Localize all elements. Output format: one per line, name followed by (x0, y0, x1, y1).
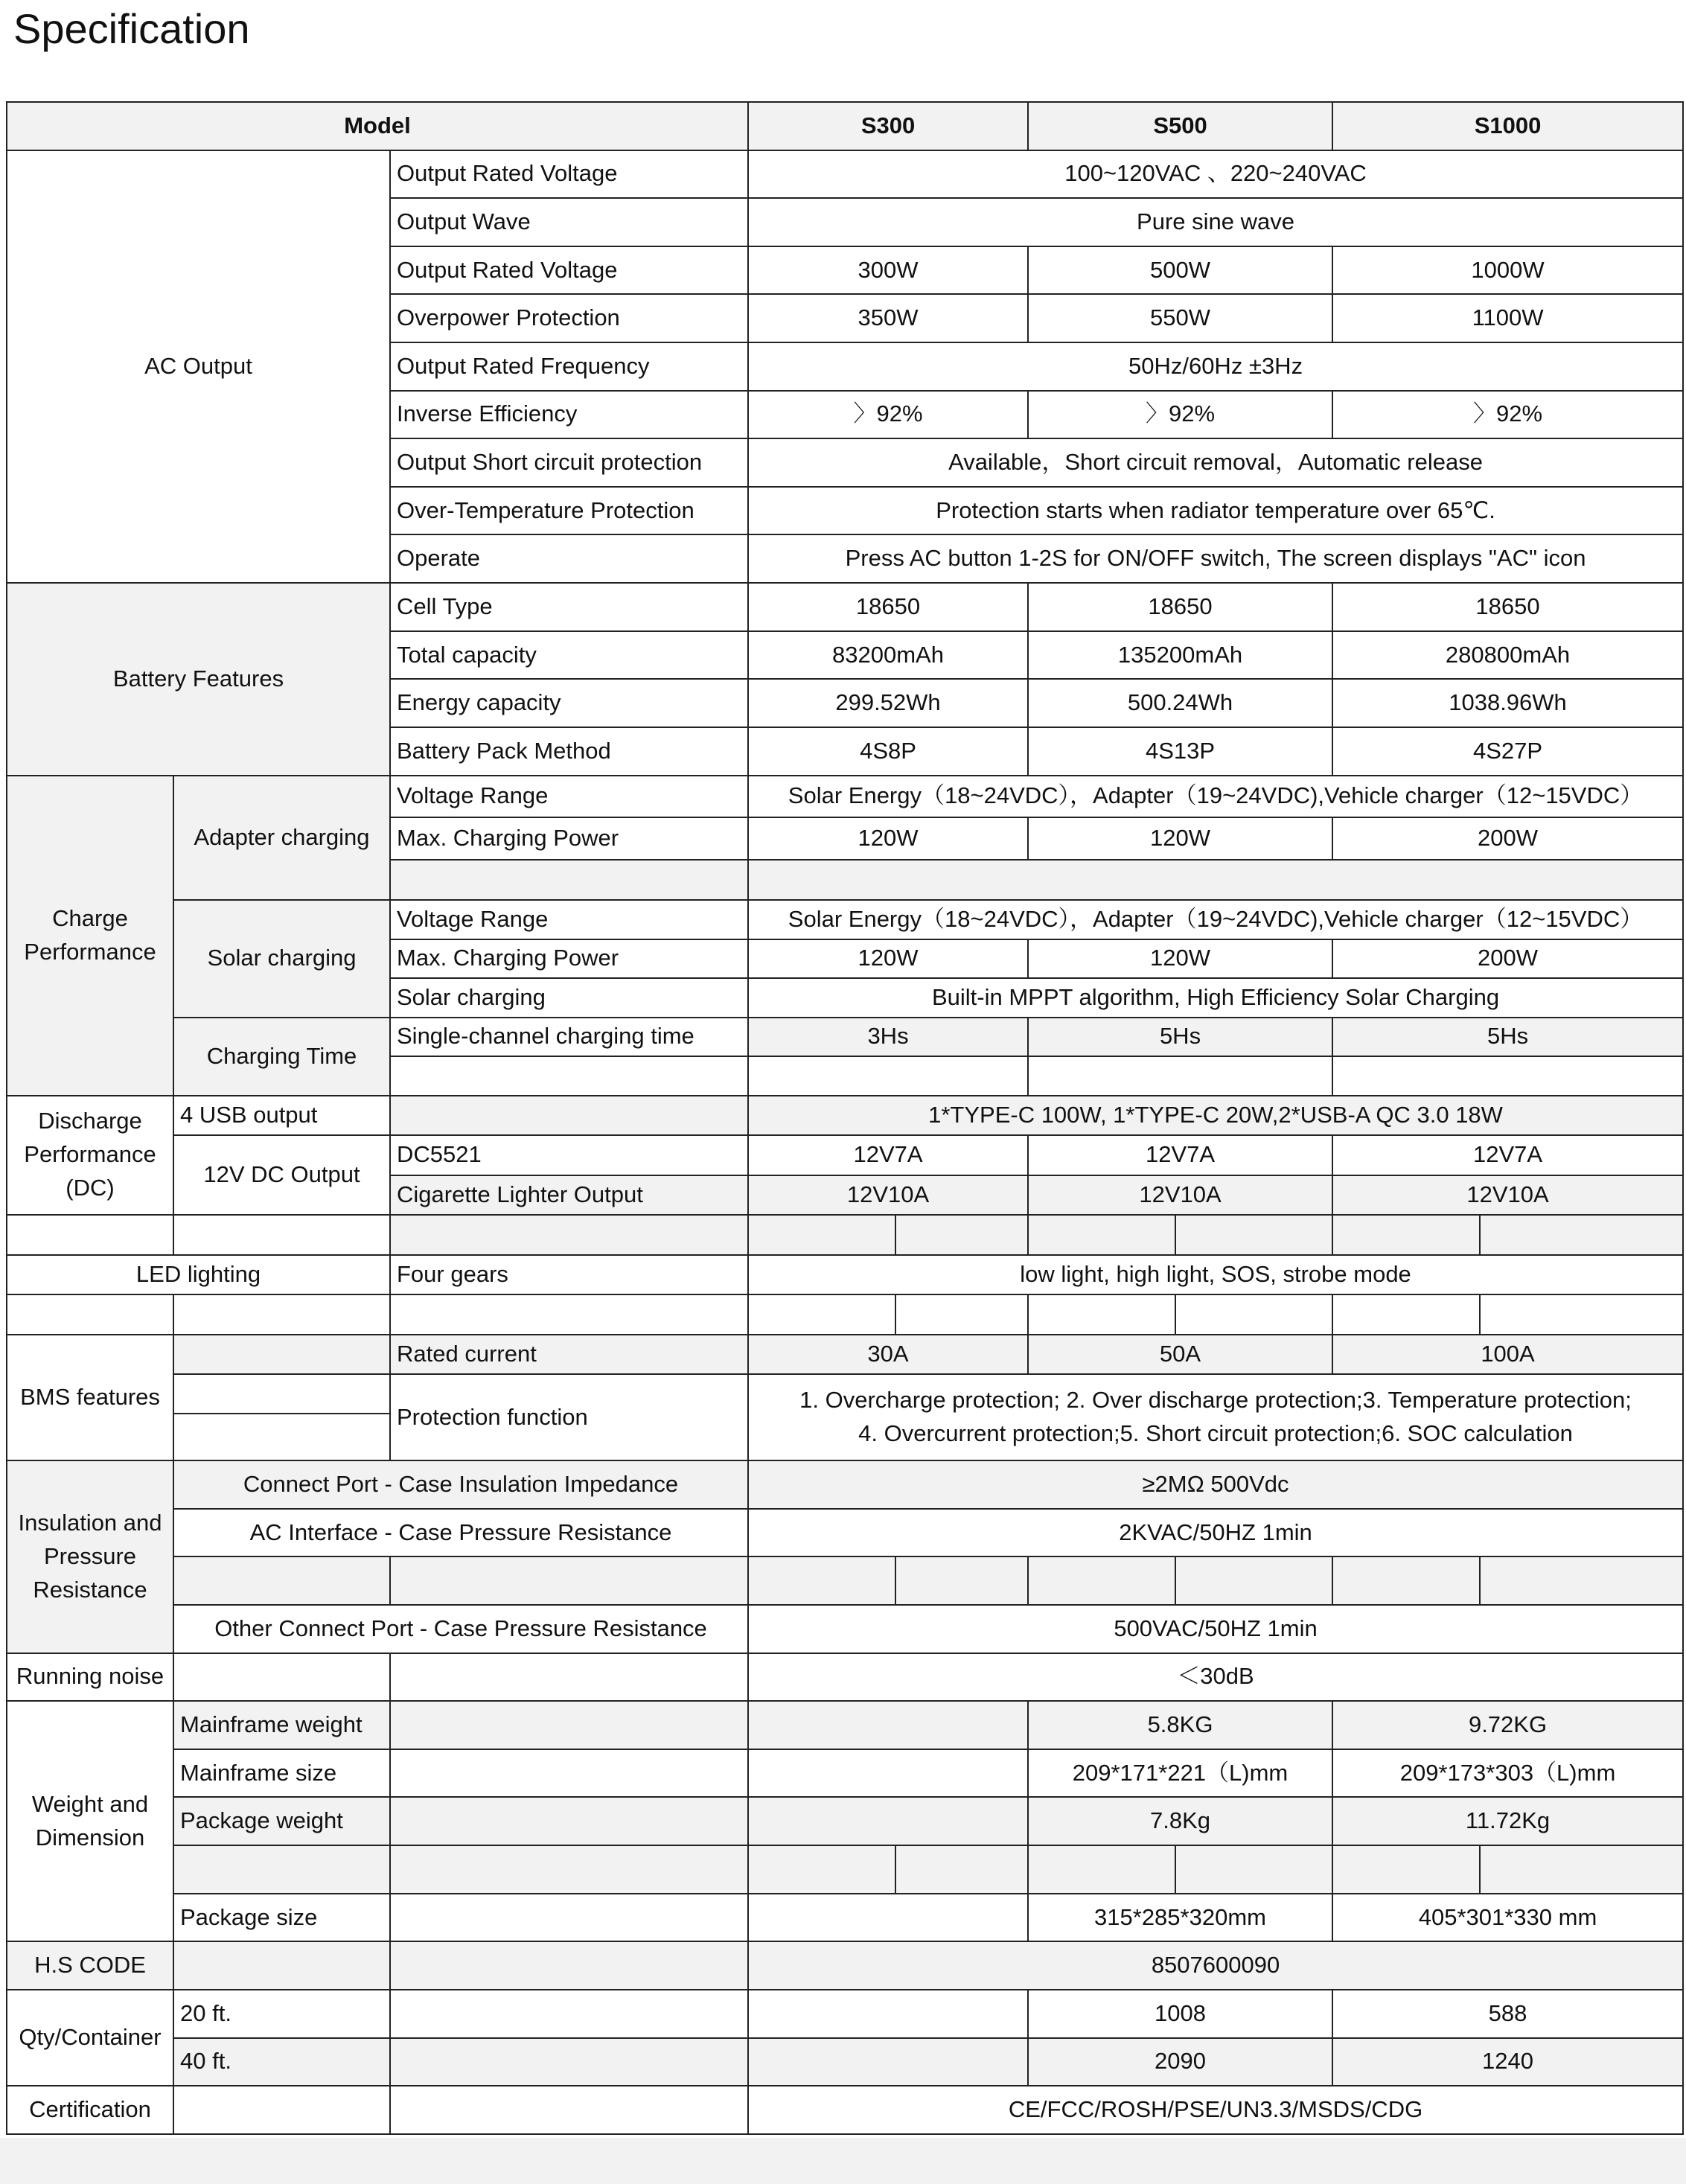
row-label: Voltage Range (390, 776, 748, 818)
table-row (7, 1941, 1683, 1990)
row-label: Output Short circuit protection (390, 438, 748, 487)
footer-band (0, 2138, 1686, 2184)
empty-cell (390, 1894, 748, 1942)
empty-cell (390, 1556, 748, 1605)
value-cell: 18650 (1028, 583, 1332, 631)
group-hs-code: H.S CODE (7, 1941, 173, 1990)
table-row (7, 150, 1683, 199)
row-label: Rated current (390, 1335, 748, 1375)
row-label: DC5521 (390, 1135, 748, 1175)
empty-cell (173, 1335, 390, 1375)
value-cell: 209*173*303（L)mm (1332, 1749, 1683, 1798)
empty-cell (748, 1056, 1028, 1096)
row-label: Mainframe weight (173, 1701, 390, 1749)
table-row (7, 1018, 1683, 1057)
value-cell: 405*301*330 mm (1332, 1894, 1683, 1942)
empty-cell (390, 1215, 748, 1255)
empty-cell (390, 2038, 748, 2086)
empty-cell (748, 2038, 1028, 2086)
empty-cell (390, 2086, 748, 2134)
row-label: Battery Pack Method (390, 727, 748, 776)
row-label: Other Connect Port - Case Pressure Resistance (173, 1605, 748, 1653)
row-label: Mainframe size (173, 1749, 390, 1798)
empty-cell (1028, 1294, 1175, 1335)
value-cell: 4S8P (748, 727, 1028, 776)
empty-cell (173, 2086, 390, 2134)
value-cell: 100A (1332, 1335, 1683, 1375)
row-label: Cell Type (390, 583, 748, 631)
empty-cell (1480, 1845, 1683, 1894)
table-row (7, 1096, 1683, 1136)
table-row (7, 1135, 1683, 1175)
value-cell: 12V7A (1332, 1135, 1683, 1175)
row-label: Four gears (390, 1255, 748, 1295)
empty-cell (1332, 1845, 1480, 1894)
row-label: Solar charging (390, 978, 748, 1018)
value-cell: 12V10A (1028, 1175, 1332, 1216)
value-cell: Protection starts when radiator temperature over 65℃. (748, 487, 1683, 535)
empty-cell (1175, 1845, 1332, 1894)
model-header: Model (7, 102, 748, 150)
value-cell: 299.52Wh (748, 679, 1028, 727)
empty-cell (748, 1749, 1028, 1798)
empty-cell (1175, 1215, 1332, 1255)
value-cell: 12V7A (748, 1135, 1028, 1175)
empty-cell (895, 1556, 1028, 1605)
value-cell: CE/FCC/ROSH/PSE/UN3.3/MSDS/CDG (748, 2086, 1683, 2134)
value-cell: 209*171*221（L)mm (1028, 1749, 1332, 1798)
row-label: Output Rated Voltage (390, 246, 748, 295)
protection-function-cell (748, 1374, 1683, 1460)
table-row (7, 1894, 1683, 1942)
value-cell: 120W (1028, 817, 1332, 860)
value-cell: 30A (748, 1335, 1028, 1375)
group-ac-output: AC Output (7, 150, 390, 583)
value-cell: 4S13P (1028, 727, 1332, 776)
row-label: Inverse Efficiency (390, 391, 748, 439)
value-cell: 550W (1028, 294, 1332, 342)
subgroup-solar-charging: Solar charging (173, 900, 390, 1018)
group-charge-performance: Charge Performance (7, 776, 173, 1096)
table-row (7, 583, 1683, 631)
empty-cell (748, 1294, 895, 1335)
row-label: 20 ft. (173, 1990, 390, 2038)
value-cell: 12V10A (1332, 1175, 1683, 1216)
value-cell: 50Hz/60Hz ±3Hz (748, 342, 1683, 391)
empty-cell (895, 1845, 1028, 1894)
value-cell: 7.8Kg (1028, 1797, 1332, 1845)
group-insulation-pressure: Insulation and Pressure Resistance (7, 1460, 173, 1653)
value-cell: 2KVAC/50HZ 1min (748, 1509, 1683, 1557)
group-discharge-performance: Discharge Performance (DC) (7, 1096, 173, 1216)
empty-cell (748, 860, 1683, 901)
group-battery-features: Battery Features (7, 583, 390, 775)
table-row (7, 1294, 1683, 1335)
group-running-noise: Running noise (7, 1653, 173, 1702)
empty-cell (1175, 1556, 1332, 1605)
value-cell: 〉92% (1028, 391, 1332, 439)
empty-cell (1332, 1294, 1480, 1335)
value-cell: 120W (748, 817, 1028, 860)
row-label: Single-channel charging time (390, 1018, 748, 1057)
value-cell: 350W (748, 294, 1028, 342)
row-label: Max. Charging Power (390, 939, 748, 979)
value-cell: 1000W (1332, 246, 1683, 295)
empty-cell (390, 1701, 748, 1749)
empty-cell (1332, 1215, 1480, 1255)
empty-cell (1332, 1556, 1480, 1605)
group-certification: Certification (7, 2086, 173, 2134)
empty-cell (173, 1556, 390, 1605)
table-row (7, 1374, 1683, 1414)
spec-table (6, 101, 1684, 2135)
value-cell: 1008 (1028, 1990, 1332, 2038)
row-label: AC Interface - Case Pressure Resistance (173, 1509, 748, 1557)
model-s1000: S1000 (1332, 102, 1683, 150)
table-row (7, 1653, 1683, 1702)
empty-cell (748, 1845, 895, 1894)
value-cell: 120W (1028, 939, 1332, 979)
value-cell: 18650 (748, 583, 1028, 631)
table-row (7, 2086, 1683, 2134)
group-bms-features: BMS features (7, 1335, 173, 1461)
empty-cell (1332, 1056, 1683, 1096)
table-row (7, 2038, 1683, 2086)
empty-cell (895, 1294, 1028, 1335)
row-label: Operate (390, 534, 748, 583)
empty-cell (390, 860, 748, 901)
value-cell: ≥2MΩ 500Vdc (748, 1460, 1683, 1509)
table-row (7, 1509, 1683, 1557)
empty-cell (1028, 1845, 1175, 1894)
row-label: Protection function (390, 1374, 748, 1460)
empty-cell (7, 1294, 173, 1335)
value-cell: 5.8KG (1028, 1701, 1332, 1749)
empty-cell (7, 1215, 173, 1255)
value-cell: 4S27P (1332, 727, 1683, 776)
row-label: Energy capacity (390, 679, 748, 727)
empty-cell (748, 1894, 1028, 1942)
model-s500: S500 (1028, 102, 1332, 150)
empty-cell (1480, 1294, 1683, 1335)
row-label: Max. Charging Power (390, 817, 748, 860)
empty-cell (390, 1941, 748, 1990)
value-cell: 200W (1332, 939, 1683, 979)
value-cell: Pure sine wave (748, 198, 1683, 246)
value-cell: 11.72Kg (1332, 1797, 1683, 1845)
value-cell: 200W (1332, 817, 1683, 860)
row-label: Output Wave (390, 198, 748, 246)
empty-cell (390, 1749, 748, 1798)
table-row (7, 1845, 1683, 1894)
row-label: Output Rated Voltage (390, 150, 748, 199)
table-row (7, 1556, 1683, 1605)
value-cell: 8507600090 (748, 1941, 1683, 1990)
row-label: Cigarette Lighter Output (390, 1175, 748, 1216)
table-row (7, 776, 1683, 818)
row-label: Voltage Range (390, 900, 748, 939)
empty-cell (390, 1294, 748, 1335)
row-label: Package weight (173, 1797, 390, 1845)
value-cell: 588 (1332, 1990, 1683, 2038)
empty-cell (748, 1701, 1028, 1749)
group-led-lighting: LED lighting (7, 1255, 390, 1295)
group-qty-container: Qty/Container (7, 1990, 173, 2086)
empty-cell (1480, 1556, 1683, 1605)
empty-cell (173, 1414, 390, 1461)
value-cell: 1038.96Wh (1332, 679, 1683, 727)
header-row (7, 102, 1683, 150)
subgroup-dc-output: 12V DC Output (173, 1135, 390, 1215)
row-label: Over-Temperature Protection (390, 487, 748, 535)
value-cell: 120W (748, 939, 1028, 979)
row-label: Total capacity (390, 631, 748, 680)
value-cell: Built-in MPPT algorithm, High Efficiency Solar Charging (748, 978, 1683, 1018)
value-cell: 500.24Wh (1028, 679, 1332, 727)
table-row (7, 1990, 1683, 2038)
value-cell: 3Hs (748, 1018, 1028, 1057)
value-cell: 12V10A (748, 1175, 1028, 1216)
empty-cell (1028, 1056, 1332, 1096)
value-cell: Available，Short circuit removal，Automatic release (748, 438, 1683, 487)
protection-line-2: 4. Overcurrent protection;5. Short circuit protection;6. SOC calculation (858, 1420, 1573, 1447)
empty-cell (173, 1374, 390, 1414)
table-row (7, 1335, 1683, 1375)
value-cell: 5Hs (1332, 1018, 1683, 1057)
value-cell: 9.72KG (1332, 1701, 1683, 1749)
value-cell: 12V7A (1028, 1135, 1332, 1175)
table-row (7, 1255, 1683, 1295)
row-label: 40 ft. (173, 2038, 390, 2086)
empty-cell (173, 1845, 390, 1894)
value-cell: 300W (748, 246, 1028, 295)
value-cell: 1100W (1332, 294, 1683, 342)
subgroup-adapter-charging: Adapter charging (173, 776, 390, 901)
empty-cell (390, 1990, 748, 2038)
empty-cell (895, 1215, 1028, 1255)
row-label: Overpower Protection (390, 294, 748, 342)
value-cell: low light, high light, SOS, strobe mode (748, 1255, 1683, 1295)
group-weight-dimension: Weight and Dimension (7, 1701, 173, 1941)
subgroup-charging-time: Charging Time (173, 1018, 390, 1096)
value-cell: 135200mAh (1028, 631, 1332, 680)
empty-cell (748, 1556, 895, 1605)
empty-cell (1480, 1215, 1683, 1255)
empty-cell (173, 1294, 390, 1335)
empty-cell (748, 1990, 1028, 2038)
protection-line-1: 1. Overcharge protection; 2. Over discharge protection;3. Temperature protection; (799, 1387, 1632, 1414)
table-row (7, 1460, 1683, 1509)
value-cell: 83200mAh (748, 631, 1028, 680)
empty-cell (390, 1096, 748, 1136)
row-label: Output Rated Frequency (390, 342, 748, 391)
table-row (7, 1605, 1683, 1653)
subgroup-usb-output: 4 USB output (173, 1096, 390, 1136)
value-cell: 1*TYPE-C 100W, 1*TYPE-C 20W,2*USB-A QC 3.0 18W (748, 1096, 1683, 1136)
model-s300: S300 (748, 102, 1028, 150)
value-cell: 500VAC/50HZ 1min (748, 1605, 1683, 1653)
row-label: Connect Port - Case Insulation Impedance (173, 1460, 748, 1509)
table-row (7, 900, 1683, 939)
table-row (7, 1797, 1683, 1845)
table-row (7, 1701, 1683, 1749)
value-cell: 500W (1028, 246, 1332, 295)
empty-cell (1175, 1294, 1332, 1335)
value-cell: 5Hs (1028, 1018, 1332, 1057)
value-cell: 50A (1028, 1335, 1332, 1375)
empty-cell (748, 1797, 1028, 1845)
empty-cell (390, 1797, 748, 1845)
value-cell: 18650 (1332, 583, 1683, 631)
page-title: Specification (13, 5, 250, 52)
empty-cell (390, 1056, 748, 1096)
value-cell: 〉92% (748, 391, 1028, 439)
value-cell: 280800mAh (1332, 631, 1683, 680)
value-cell: Solar Energy（18~24VDC），Adapter（19~24VDC),Vehicle charger（12~15VDC） (748, 776, 1683, 818)
empty-cell (1028, 1215, 1175, 1255)
empty-cell (748, 1215, 895, 1255)
row-label: Package size (173, 1894, 390, 1942)
value-cell: 315*285*320mm (1028, 1894, 1332, 1942)
value-cell: 2090 (1028, 2038, 1332, 2086)
value-cell: 1240 (1332, 2038, 1683, 2086)
empty-cell (173, 1653, 390, 1702)
empty-cell (1028, 1556, 1175, 1605)
value-cell: 〉92% (1332, 391, 1683, 439)
value-cell: ＜30dB (748, 1653, 1683, 1702)
empty-cell (173, 1215, 390, 1255)
value-cell: Solar Energy（18~24VDC），Adapter（19~24VDC),Vehicle charger（12~15VDC） (748, 900, 1683, 939)
value-cell: 100~120VAC 、220~240VAC (748, 150, 1683, 199)
value-cell: Press AC button 1-2S for ON/OFF switch, The screen displays "AC" icon (748, 534, 1683, 583)
empty-cell (390, 1653, 748, 1702)
empty-cell (390, 1845, 748, 1894)
empty-cell (173, 1941, 390, 1990)
table-row (7, 1215, 1683, 1255)
table-row (7, 1749, 1683, 1798)
